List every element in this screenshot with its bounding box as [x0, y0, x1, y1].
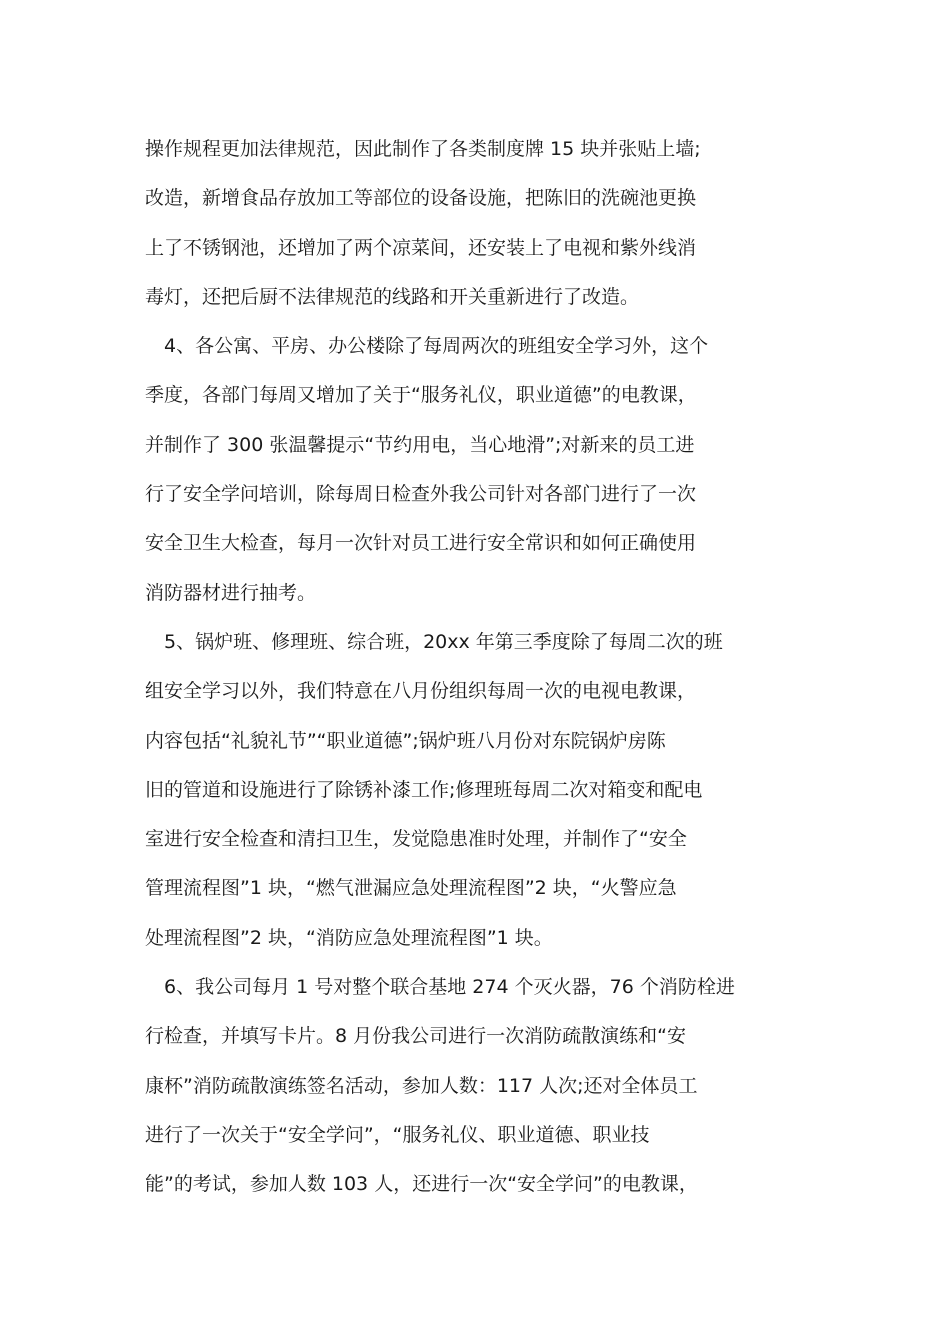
- text-line: 安全卫生大检查，每月一次针对员工进行安全常识和如何正确使用: [145, 532, 697, 555]
- paragraph-5-start: 5、锅炉班、修理班、综合班，20xx 年第三季度除了每周二次的班: [164, 630, 723, 653]
- text-line: 行检查，并填写卡片。8 月份我公司进行一次消防疏散演练和“安: [145, 1025, 686, 1048]
- text-line: 康杯”消防疏散演练签名活动，参加人数：117 人次;还对全体员工: [145, 1074, 698, 1097]
- paragraph-6-start: 6、我公司每月 1 号对整个联合基地 274 个灭火器，76 个消防栓进: [164, 976, 735, 999]
- text-line: 行了安全学问培训，除每周日检查外我公司针对各部门进行了一次: [145, 483, 697, 506]
- text-line: 室进行安全检查和清扫卫生，发觉隐患准时处理，并制作了“安全: [145, 828, 687, 851]
- text-line: 操作规程更加法律规范，因此制作了各类制度牌 15 块并张贴上墙;: [145, 138, 701, 160]
- text-line: 上了不锈钢池，还增加了两个凉菜间，还安装上了电视和紫外线消: [145, 236, 697, 259]
- paragraph-4-start: 4、各公寓、平房、办公楼除了每周两次的班组安全学习外，这个: [164, 335, 709, 358]
- text-line: 毒灯，还把后厨不法律规范的线路和开关重新进行了改造。: [145, 285, 640, 308]
- text-line: 旧的管道和设施进行了除锈补漆工作;修理班每周二次对箱变和配电: [145, 778, 703, 801]
- text-line: 进行了一次关于“安全学问”，“服务礼仪、职业道德、职业技: [145, 1123, 650, 1146]
- text-line: 组安全学习以外，我们特意在八月份组织每周一次的电视电教课，: [145, 680, 697, 703]
- text-line: 并制作了 300 张温馨提示“节约用电，当心地滑”;对新来的员工进: [145, 433, 695, 456]
- text-line: 改造，新增食品存放加工等部位的设备设施，把陈旧的洗碗池更换: [145, 187, 697, 210]
- text-line: 季度，各部门每周又增加了关于“服务礼仪，职业道德”的电教课，: [145, 384, 697, 407]
- text-line: 管理流程图”1 块，“燃气泄漏应急处理流程图”2 块，“火警应急: [145, 877, 677, 900]
- text-line: 内容包括“礼貌礼节”“职业道德”;锅炉班八月份对东院锅炉房陈: [145, 729, 666, 752]
- text-line: 能”的考试，参加人数 103 人，还进行一次“安全学问”的电教课，: [145, 1173, 698, 1196]
- document-body: [145, 125, 835, 1210]
- text-line: 处理流程图”2 块，“消防应急处理流程图”1 块。: [145, 926, 553, 949]
- text-line: 消防器材进行抽考。: [145, 581, 317, 604]
